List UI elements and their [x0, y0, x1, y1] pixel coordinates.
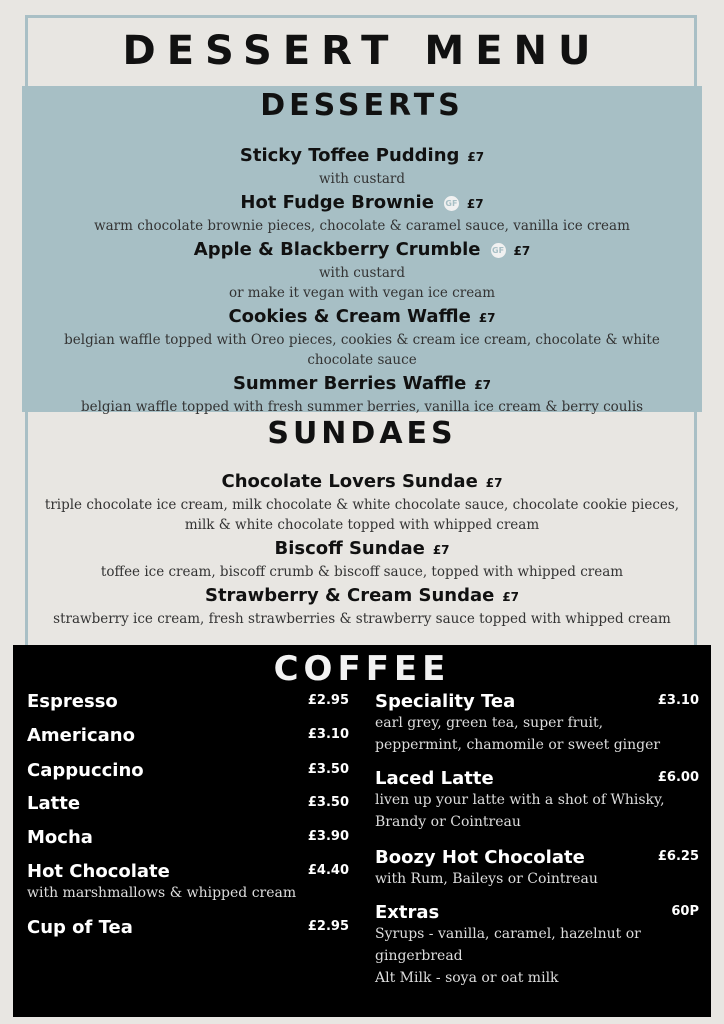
item-description: with Rum, Baileys or Cointreau — [375, 871, 598, 887]
item-name: Speciality Tea — [375, 691, 516, 712]
sundae-item — [40, 470, 684, 535]
item-price: £7 — [432, 543, 450, 557]
item-price: £2.95 — [307, 919, 349, 934]
desserts-heading: DESSERTS — [260, 88, 464, 123]
item-description: earl grey, green tea, super fruit, — [375, 715, 604, 731]
dessert-item — [40, 144, 684, 189]
item-name: Laced Latte — [375, 768, 494, 789]
item-description: with custard — [318, 265, 406, 281]
item-description: Syrups - vanilla, caramel, hazelnut or — [375, 926, 641, 942]
coffee-heading: COFFEE — [273, 649, 451, 689]
item-name: Latte — [27, 793, 81, 814]
item-price: £7 — [474, 378, 492, 392]
dessert-item — [40, 191, 684, 236]
item-price: £3.10 — [307, 727, 349, 742]
coffee-item — [375, 902, 699, 989]
coffee-panel — [13, 645, 711, 1017]
dessert-item — [40, 238, 684, 303]
item-price: £2.95 — [307, 693, 349, 708]
coffee-item — [375, 847, 699, 890]
item-name: Cup of Tea — [27, 917, 133, 938]
item-name: Extras — [375, 902, 440, 923]
item-name: Mocha — [27, 827, 93, 848]
item-price: £4.40 — [307, 863, 349, 878]
item-description: toffee ice cream, biscoff crumb & biscoff sauce, topped with whipped cream — [100, 564, 624, 580]
gluten-free-badge: GF — [491, 243, 506, 258]
item-description: with marshmallows & whipped cream — [27, 885, 297, 901]
item-description: or make it vegan with vegan ice cream — [228, 285, 496, 301]
item-description: triple chocolate ice cream, milk chocolate & white chocolate sauce, chocolate cookie pieces, milk & white chocolate topped with whipped cream — [44, 497, 680, 533]
item-name: Hot Fudge Brownie — [240, 192, 434, 213]
item-name: Boozy Hot Chocolate — [375, 847, 585, 868]
item-name: Biscoff Sundae — [274, 538, 425, 559]
sundae-item — [40, 584, 684, 629]
item-price: £3.10 — [657, 693, 699, 708]
item-description: belgian waffle topped with Oreo pieces, cookies & cream ice cream, chocolate & white chocolate sauce — [64, 332, 660, 368]
item-price: £3.90 — [307, 829, 349, 844]
item-name: Hot Chocolate — [27, 861, 170, 882]
item-description: Brandy or Cointreau — [375, 814, 521, 830]
gluten-free-badge: GF — [444, 196, 459, 211]
sundaes-heading: SUNDAES — [267, 416, 457, 451]
item-name: Summer Berries Waffle — [232, 373, 467, 394]
item-description: peppermint, chamomile or sweet ginger — [375, 737, 661, 753]
page-title: DESSERT MENU — [122, 28, 602, 74]
item-price: £7 — [478, 311, 496, 325]
item-price: £3.50 — [307, 795, 349, 810]
item-name: Espresso — [27, 691, 118, 712]
desserts-list — [40, 142, 684, 417]
dessert-item — [40, 372, 684, 417]
item-price: 60P — [671, 904, 699, 919]
coffee-item — [27, 793, 349, 814]
item-description: liven up your latte with a shot of Whisky, — [375, 792, 665, 808]
sundaes-list — [40, 468, 684, 629]
item-price: £6.25 — [657, 849, 699, 864]
item-description: Alt Milk - soya or oat milk — [375, 970, 559, 986]
item-name: Strawberry & Cream Sundae — [204, 585, 495, 606]
item-name: Sticky Toffee Pudding — [239, 145, 460, 166]
coffee-item — [375, 768, 699, 833]
coffee-item — [27, 861, 349, 904]
item-price: £3.50 — [307, 762, 349, 777]
coffee-item — [375, 691, 699, 756]
item-description: warm chocolate brownie pieces, chocolate & caramel sauce, vanilla ice cream — [94, 218, 630, 234]
item-price: £7 — [467, 150, 485, 164]
item-name: Cookies & Cream Waffle — [228, 306, 471, 327]
item-name: Chocolate Lovers Sundae — [221, 471, 478, 492]
item-description: strawberry ice cream, fresh strawberries & strawberry sauce topped with whipped cream — [53, 611, 671, 627]
item-price: £7 — [485, 476, 503, 490]
item-description: gingerbread — [375, 948, 463, 964]
item-price: £7 — [502, 590, 520, 604]
coffee-item — [27, 917, 349, 938]
coffee-item — [27, 827, 349, 848]
item-description: with custard — [318, 171, 406, 187]
item-name: Cappuccino — [27, 760, 144, 781]
coffee-item — [27, 691, 349, 712]
item-name: Americano — [27, 725, 135, 746]
item-price: £6.00 — [657, 770, 699, 785]
item-price: £7 — [513, 244, 531, 258]
item-name: Apple & Blackberry Crumble — [193, 239, 481, 260]
item-description: belgian waffle topped with fresh summer berries, vanilla ice cream & berry coulis — [80, 399, 644, 415]
item-price: £7 — [466, 197, 484, 211]
dessert-item — [40, 305, 684, 370]
sundae-item — [40, 537, 684, 582]
coffee-item — [27, 725, 349, 746]
coffee-item — [27, 760, 349, 781]
